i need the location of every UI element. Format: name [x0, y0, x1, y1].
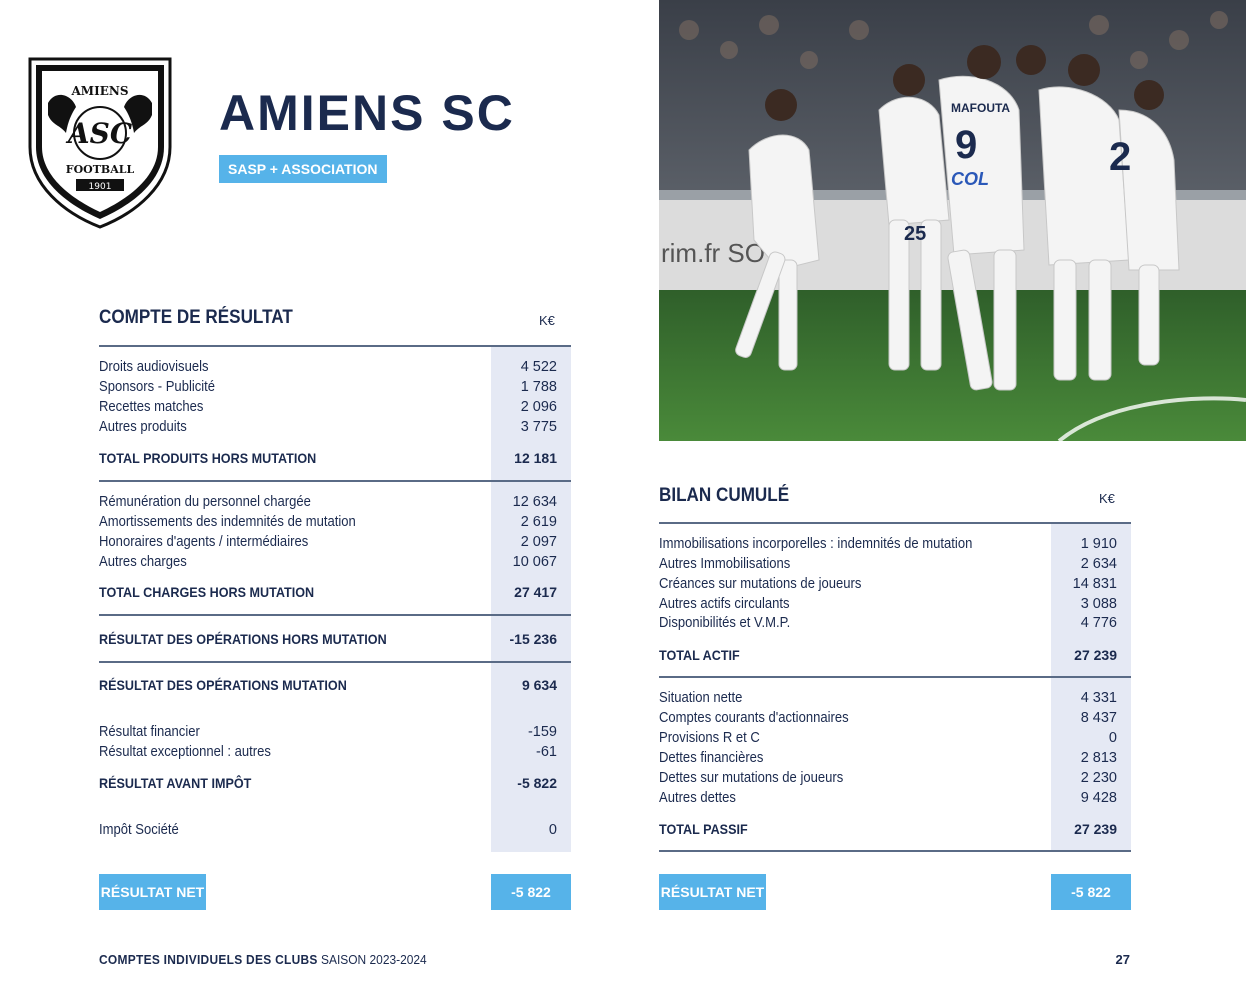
divider — [99, 661, 571, 663]
footer-publication: COMPTES INDIVIDUELS DES CLUBS — [99, 952, 318, 967]
table-row: Résultat financier -159 — [99, 724, 557, 740]
footer-season: SAISON 2023-2024 — [320, 952, 427, 967]
divider — [659, 522, 1131, 524]
table-row: Droits audiovisuels 4 522 — [99, 359, 557, 375]
table-row: Sponsors - Publicité 1 788 — [99, 379, 557, 395]
crest-top-text: AMIENS — [71, 84, 129, 98]
total-row: TOTAL PRODUITS HORS MUTATION 12 181 — [99, 450, 557, 466]
divider — [99, 480, 571, 482]
club-crest — [26, 55, 174, 231]
photo-jersey-number-3: 2 — [1109, 135, 1132, 179]
table-row: Impôt Société 0 — [99, 822, 557, 838]
divider — [659, 676, 1131, 678]
table-row: Recettes matches 2 096 — [99, 399, 557, 415]
income-title: COMPTE DE RÉSULTAT — [99, 307, 293, 328]
total-row: TOTAL PASSIF 27 239 — [659, 821, 1117, 837]
table-row: Autres Immobilisations 2 634 — [659, 556, 1117, 572]
photo-board-text: rim.fr SO — [661, 238, 765, 268]
photo-jersey-name: MAFOUTA — [951, 101, 1011, 115]
crest-monogram: ASC — [67, 117, 133, 150]
income-statement — [99, 305, 571, 915]
table-row: Amortissements des indemnités de mutation 2 619 — [99, 514, 557, 530]
page-number: 27 — [1115, 952, 1130, 967]
table-row: Immobilisations incorporelles : indemnités de mutation 1 910 — [659, 536, 1117, 552]
club-name: AMIENS SC — [219, 85, 515, 141]
table-row: Autres charges 10 067 — [99, 554, 557, 570]
table-row: Situation nette 4 331 — [659, 690, 1117, 706]
balance-sheet — [659, 483, 1131, 915]
table-row: Créances sur mutations de joueurs 14 831 — [659, 576, 1117, 592]
table-row: Autres produits 3 775 — [99, 419, 557, 435]
net-result-value: -5 822 — [491, 874, 571, 910]
table-row: Résultat exceptionnel : autres -61 — [99, 744, 557, 760]
total-row: RÉSULTAT DES OPÉRATIONS HORS MUTATION -15 236 — [99, 631, 557, 647]
total-row: TOTAL ACTIF 27 239 — [659, 647, 1117, 663]
club-type-badge: SASP + ASSOCIATION — [219, 155, 387, 183]
table-row: Disponibilités et V.M.P. 4 776 — [659, 615, 1117, 631]
table-row: Comptes courants d'actionnaires 8 437 — [659, 710, 1117, 726]
table-row: Provisions R et C 0 — [659, 730, 1117, 746]
net-result-value: -5 822 — [1051, 874, 1131, 910]
photo-jersey-number-2: 25 — [904, 223, 927, 245]
income-unit: K€ — [539, 313, 555, 328]
crest-year: 1901 — [88, 182, 112, 192]
table-row: Autres dettes 9 428 — [659, 790, 1117, 806]
net-result-label: RÉSULTAT NET — [99, 874, 206, 910]
team-celebration-photo — [659, 0, 1246, 441]
photo-jersey-number-1: 9 — [955, 123, 978, 167]
divider — [99, 345, 571, 347]
net-result-label: RÉSULTAT NET — [659, 874, 766, 910]
total-row: RÉSULTAT DES OPÉRATIONS MUTATION 9 634 — [99, 677, 557, 693]
table-row: Rémunération du personnel chargée 12 634 — [99, 494, 557, 510]
total-row: TOTAL CHARGES HORS MUTATION 27 417 — [99, 584, 557, 600]
table-row: Honoraires d'agents / intermédiaires 2 097 — [99, 534, 557, 550]
crest-bottom-text: FOOTBALL — [65, 163, 135, 176]
balance-title: BILAN CUMULÉ — [659, 485, 790, 506]
table-row: Autres actifs circulants 3 088 — [659, 596, 1117, 612]
balance-unit: K€ — [1099, 491, 1115, 506]
divider — [99, 614, 571, 616]
table-row: Dettes sur mutations de joueurs 2 230 — [659, 770, 1117, 786]
photo-sponsor: COL — [951, 169, 989, 189]
divider — [659, 850, 1131, 852]
total-row: RÉSULTAT AVANT IMPÔT -5 822 — [99, 775, 557, 791]
table-row: Dettes financières 2 813 — [659, 750, 1117, 766]
page-footer — [99, 952, 427, 967]
